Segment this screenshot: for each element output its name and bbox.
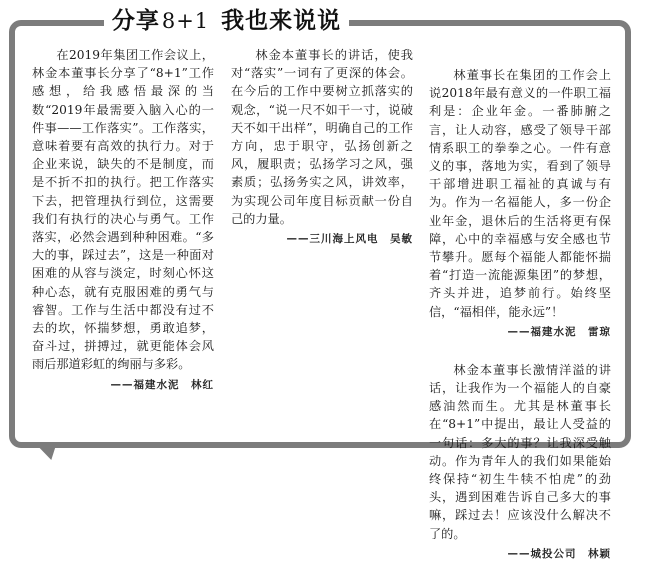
article-1-text: 在2019年集团工作会议上，林金本董事长分享了“8+1”工作感想，给我感悟最深的当数“2019年最需要入脑入心的一件事——工作落实”。工作落实，意味着要有高效的执行力。对于企业来说，缺失的不是制度，而是不折不扣的执行。把工作落实下去，把管理执行到位，这需要我们有执行的决心与勇气。工作落实，必然会遇到种种困难。“多大的事，踩过去”，这是一种面对困难的从容与淡定，时刻心怀这种心态，就有克服困难的勇气与睿智。工作与生活中都没有过不去的坎，怀揣梦想，勇敢追梦，奋斗过，拼搏过，就更能体会风雨后那道彩虹的绚丽与多彩。 — [32, 48, 214, 372]
article-gap — [429, 341, 611, 361]
title-main: 分享 — [111, 8, 160, 34]
article-3-text: 林董事长在集团的工作会上说2018年最有意义的一件职工福利是：企业年金。一番肺腑之言，让人动容，感受了领导干部情系职工的拳拳之心。一件有意义的事，落地为实，看到了领导干部增进职工福祉的真诚与有为。作为一名福能人，多一份企业年金，退休后的生活将更有保障，心中的幸福感与安全感也节节攀升。愿每个福能人都能怀揣着“打造一流能源集团”的梦想，齐头并进，追梦前行。始终坚信，“福相伴，能永远”！ — [429, 68, 611, 319]
title-sub: 我也来说说 — [221, 8, 342, 34]
column-1 — [32, 46, 214, 394]
article-3-signature: ——福建水泥 雷琼 — [507, 325, 611, 338]
column-3-spacer — [429, 46, 611, 66]
title-number: 8+1 — [161, 9, 210, 33]
article-2-signature: ——三川海上风电 吴敏 — [286, 233, 413, 246]
column-3 — [429, 46, 611, 563]
article-4-text: 林金本董事长激情洋溢的讲话，让我作为一个福能人的自豪感油然而生。尤其是林董事长在“8+1”中提出，最让人受益的一句话：多大的事？让我深受触动。作为青年人的我们如果能始终保持“初生牛犊不怕虎”的劲头，遇到困难告诉自己多大的事嘛，踩过去！应该没什么解决不了的。 — [429, 362, 611, 541]
column-2 — [231, 46, 413, 248]
page-title — [104, 3, 349, 39]
article-4-signature: ——城投公司 林颖 — [507, 547, 611, 560]
article-2-text: 林金本董事长的讲话，使我对“落实”一词有了更深的体会。在今后的工作中要树立抓落实的观念，“说一尺不如干一寸，说破天不如干出样”，明确自己的工作方向，忠于职守，弘扬创新之风，履职责；弘扬学习之风，强素质；弘扬务实之风，讲效率，为实现公司年度目标贡献一份自己的力量。 — [231, 48, 413, 226]
speech-bubble-tail — [38, 446, 61, 460]
article-1-signature: ——福建水泥 林红 — [110, 378, 214, 391]
